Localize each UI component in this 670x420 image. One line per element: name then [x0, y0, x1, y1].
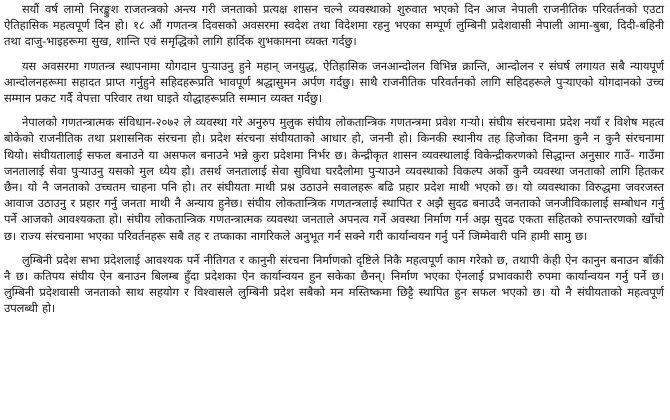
paragraph-provincial-assembly: लुम्बिनी प्रदेश सभा प्रदेशलाई आवश्यक पर्ने नीतिगत र कानुनी संरचना निर्माणको दृष्टिले निकै महत्वपूर्ण काम गरेको छ, तथापी केही ऐन कानुन बनाउन बाँकी नै छ। कतिपय संघीय ऐन बनाउन बिलम्ब हुँदा प्रदेशका ऐन कार्यान्वयन हुन सकेका छैनन्। निर्माण भएका ऐनलाई प्रभावकारी रुपमा कार्यान्वयन गर्नु पर्ने छ। लुम्बिनी प्रदेशवासी जनताको साथ सहयोग र विश्वासले लुम्बिनी प्रदेश सबैको मन मस्तिष्कमा छिट्टै स्थापित हुन सफल भएको छ। यो नै संघीयताको महत्वपूर्ण उपलब्धी हो। — [4, 252, 664, 316]
paragraph-federal-structure: नेपालको गणतन्त्रात्मक संविधान-२०७२ ले व्यवस्था गरे अनुरुप मुलुक संघीय लोकतान्त्रिक गणतन्त्रमा प्रवेश गऱ्यो। संघीय संरचनामा प्रदेश नयाँ र विशेष महत्व बोकेको राजनीतिक तथा प्रशासनिक संरचना हो। प्रदेश संरचना संघीयताको आधार हो, जननी हो। किनकी स्थानीय तह हिजोका दिनमा कुनै न कुनै संरचनामा थियो। संघीयतालाई सफल बनाउने या असफल बनाउने भन्ने कुरा प्रदेशमा निर्भर छ। केन्द्रीकृत शासन व्यवस्थालाई विकेन्द्रीकरणको सिद्धान्त अनुसार गाउँ- गाउँमा जनतालाई सेवा पुऱ्याउनु यसको मुल ध्येय हो। तसर्थ जनतालाई सेवा सुविधा घरदैलोमा पुऱ्याउने व्यवस्थाको विकल्प अर्को कुनै व्यवस्था जनताको लागि हितकर छैन। यो नै जनताको उच्चतम चाहना पनि हो। तर संघीयता माथी प्रश्न उठाउने सवालहरू बढि प्रहार प्रदेश माथी भएको छ। यो व्यवस्थाका विरुद्धमा जवरजस्त आवाज उठाउनु र प्रहार गर्नु जनता माथी नै अन्याय हुनेछ। संघीय लोकतान्त्रिक गणतन्त्रलाई स्थापित र अझै सुदढ बनाउदै जनताको जनजीविकालाई सम्बोधन गर्नु पर्ने आजको आवश्यकता हो। संघीय लोकतान्त्रिक गणतन्त्रात्मक व्यवस्था जनताले अपनत्व गर्ने अवस्था निर्माण गर्न अझ सुदढ एकता सहितको रुपान्तरणको खाँचो छ। राज्य संरचनामा भएका परिवर्तनहरू सबै तह र तप्काका नागरिकले अनुभूत गर्न सक्ने गरी कार्यान्वयन गर्नु पर्ने जिम्मेवारी पनि हामी सामु छ। — [4, 115, 664, 243]
paragraph-martyrs-tribute: यस अवसरमा गणतन्त्र स्थापनामा योगदान पुऱ्याउनु हुने महान् जनयुद्ध, ऐतिहासिक जनआन्दोलन विभिन्न क्रान्ति, आन्दोलन र संघर्ष लगायत सबै न्यायपूर्ण आन्दोलनहरूमा सहादत प्राप्त गर्नुहुने सहिदहरूप्रति भावपूर्ण श्रद्धासुमन अर्पण गर्दछु। साथै राजनीतिक परिवर्तनको लागि सहिदहरूले पुऱ्याएको योगदानको उच्च सम्मान प्रकट गर्दै वेपत्ता परिवार तथा घाइते योद्धाहरूप्रति सम्मान व्यक्त गर्दछु। — [4, 58, 664, 106]
paragraph-republic-day-greeting: सयौं वर्ष लामो निरङ्कुश राजतन्त्रको अन्त्य गरी जनताको प्रत्यक्ष शासन चल्ने व्यवस्थाको शुरुवात भएको दिन आज नेपाली राजनीतिक परिवर्तनको एउटा ऐतिहासिक महत्वपूर्ण दिन हो। १८ औं गणतन्त्र दिवसको अवसरमा स्वदेश तथा विदेशमा रहनु भएका सम्पूर्ण लुम्बिनी प्रदेशवासी नेपाली आमा-बुबा, दिदी-बहिनी तथा दाजु-भाइहरूमा सुख, शान्ति एवं समृद्धिको लागि हार्दिक शुभकामना व्यक्त गर्दछु। — [4, 2, 664, 49]
